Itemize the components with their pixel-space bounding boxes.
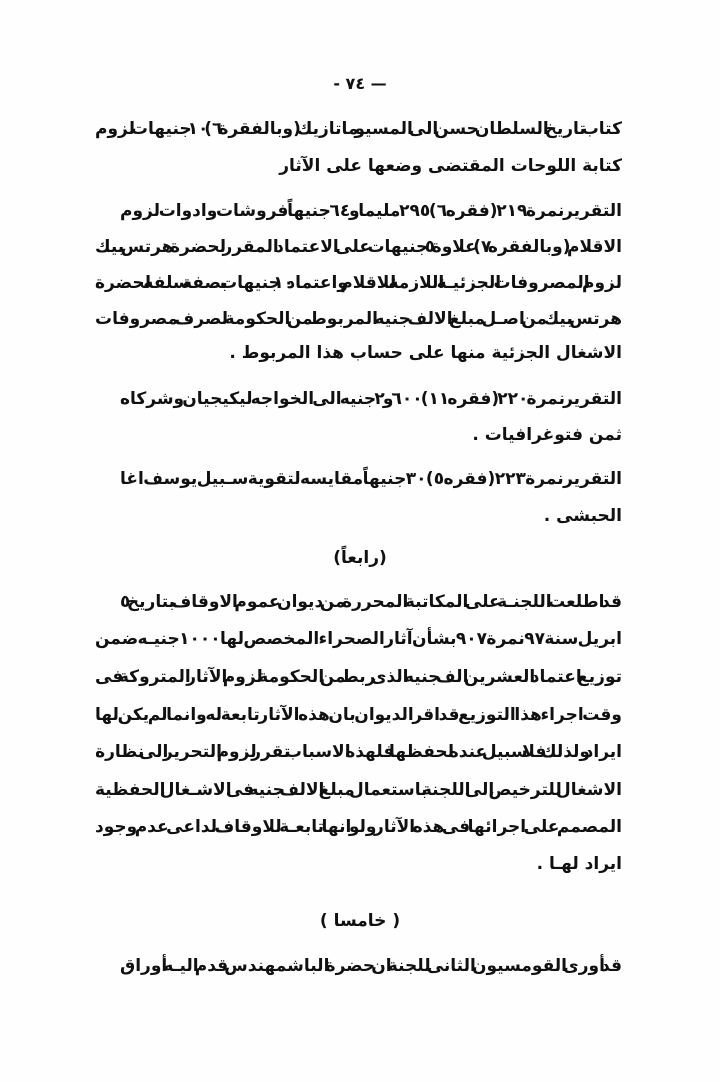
text-line: لزوم المصروفات الجزئيـة اللازمة للاقلام واعتماد ١٠ جنيهات بصفة سلفه لحضرة xyxy=(95,273,622,293)
text-line: هرتس بيك من اصـل مبلغ الالف جنيه المربوط من الحكومة لصرف مصروفات xyxy=(95,309,622,329)
text-line: التقرير نمرة ٢٢٠ (فقره ١١) ٦٠٠ و ٢ جنيه الى الخواجه ليكيجيان وشركاه xyxy=(119,389,622,409)
text-line: كتاب تاريخ السلطان حسن الى المسيو ماتازيك (وبالفقرة ٦) ١٠ جنيهات لزوم xyxy=(94,119,622,139)
section-heading: (رابعاً) xyxy=(333,548,387,568)
text-line: وقت اجراء هذا التوزيع قد اقر الديوان بان هذه الآثار تابعة له وانما لم يكن لها xyxy=(94,705,622,725)
text-line: الحبشى . xyxy=(543,506,622,526)
text-line: الاقلام (وبالفقره ٧) علاوة ٥ جنيهات على الاعتماد المقرر لحضرة هرتس بيك xyxy=(95,237,622,257)
page-number: — ٧٤ - xyxy=(333,74,387,93)
text-line: كتابة اللوحات المقتضى وضعها على الآثار xyxy=(279,156,622,176)
text-line: الاشغال الجزئية منها على حساب هذا المربوط . xyxy=(229,343,622,363)
text-line: التقرير نمرة ٢٢٣ (فقره ٥) ٣٠ جنيهاً مقايسه لتقوية سـبيل يوسف اغا xyxy=(120,469,622,489)
section-heading: ( خامسا ) xyxy=(319,911,401,931)
text-line: توزيع اعتماد العشرين الف جنيه الذى ربط من الحكومة لزوم الآثار المتروكة فى xyxy=(95,667,622,687)
text-line: ايراد ولذلك فلا سبيل عنده لحفظها فلهذه الاسباب تقرر لزوم التحرير الى نظارة xyxy=(95,742,622,762)
text-line: ايراد لهـا . xyxy=(536,854,622,874)
text-line: التقرير نمرة ٢١٩ (فقره ٦) ٢٩٥ مليما و ٦٤ جنيهاً فروشات وادوات لزوم xyxy=(120,201,622,221)
text-line: الاشغال للترخيص الى اللجنة باستعمال مبلغ الالف جنيه فى الاشـغال الحفظية xyxy=(94,780,622,800)
text-line: ثمن فتوغرافيات . xyxy=(472,425,622,445)
text-line: المصمم على اجرائها فى هذه الآثار ولو انها تابعـة للاوقاف لداعى عدم وجود xyxy=(94,817,622,837)
text-line: ابريل سنة ٩٧ نمرة ٩٠٧ بشأن آثار الصحراء المخصص لها ١٠٠٠ جنيـه ضمن xyxy=(95,629,622,649)
text-line: قد أورى القومسيون الثانى للجنة ان حضرة الباشمهندس قدم اليـه أوراق xyxy=(120,956,622,976)
text-line: قد اطلعت اللجنـة على المكاتبة المحررة من ديوان عموم الاوقاف بتاريخ ٥ xyxy=(119,592,622,612)
